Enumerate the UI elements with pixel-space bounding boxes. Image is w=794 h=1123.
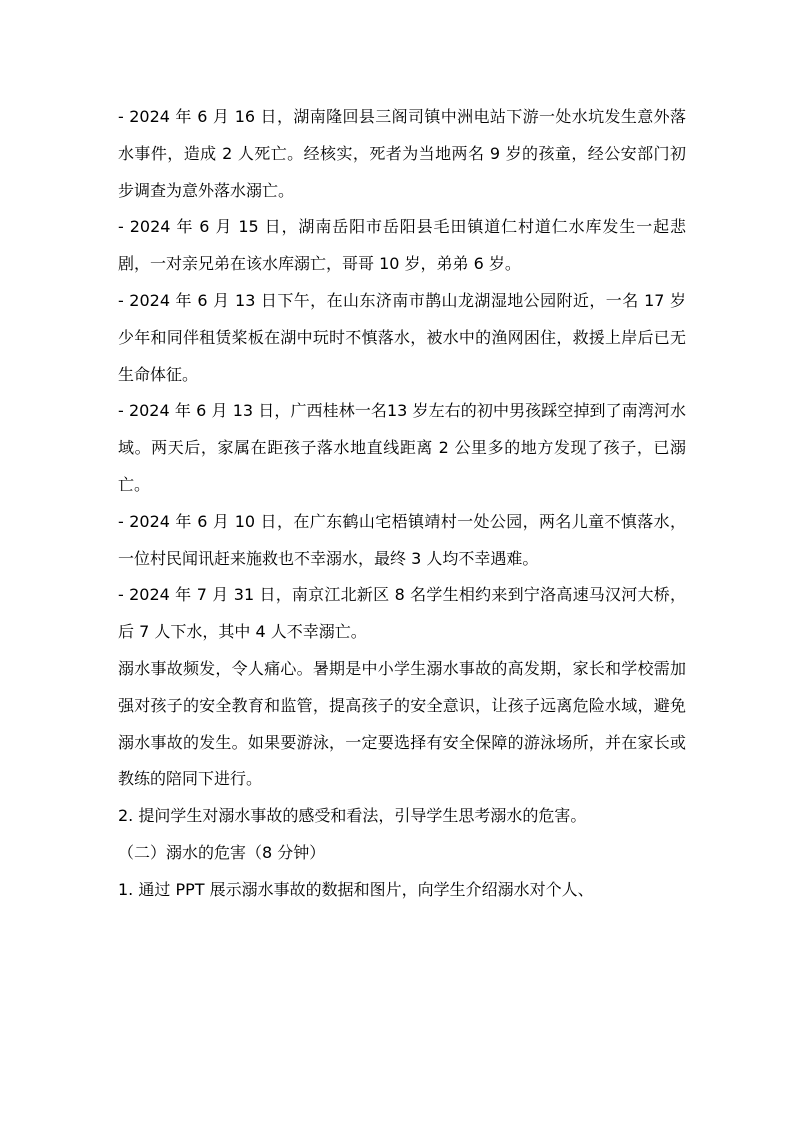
document-body [118, 99, 686, 909]
news-item-longhui: - 2024 年 6 月 16 日，湖南隆回县三阁司镇中洲电站下游一处水坑发生意外落水事件，造成 2 人死亡。经核实，死者为当地两名 9 岁的孩童，经公安部门初步调查为意外落水溺亡。 [118, 107, 686, 200]
news-item-jinan: - 2024 年 6 月 13 日下午，在山东济南市鹊山龙湖湿地公园附近，一名 17 岁少年和同伴租赁桨板在湖中玩时不慎落水，被水中的渔网困住，救援上岸后已无生命体征。 [118, 290, 686, 384]
news-item-heshan: - 2024 年 6 月 10 日，在广东鹤山宅梧镇靖村一处公园，两名儿童不慎落水，一位村民闻讯赶来施救也不幸溺水，最终 3 人均不幸遇难。 [118, 511, 686, 568]
news-item-guilin: - 2024 年 6 月 13 日，广西桂林一名13 岁左右的初中男孩踩空掉到了南湾河水域。两天后，家属在距孩子落水地直线距离 2 公里多的地方发现了孩子，已溺亡。 [118, 401, 686, 494]
news-item-yueyang: - 2024 年 6 月 15 日，湖南岳阳市岳阳县毛田镇道仁村道仁水库发生一起悲剧，一对亲兄弟在该水库溺亡，哥哥 10 岁，弟弟 6 岁。 [118, 217, 686, 274]
section-heading-dangers: （二）溺水的危害（8 分钟） [118, 842, 326, 862]
summary-paragraph: 溺水事故频发，令人痛心。暑期是中小学生溺水事故的高发期，家长和学校需加强对孩子的安全教育和监管，提高孩子的安全意识，让孩子远离危险水域，避免溺水事故的发生。如果要游泳，一定要选择有安全保障的游泳场所，并在家长或教练的陪同下进行。 [118, 658, 686, 789]
news-item-nanjing: - 2024 年 7 月 31 日，南京江北新区 8 名学生相约来到宁洛高速马汉河大桥，后 7 人下水，其中 4 人不幸溺亡。 [118, 585, 686, 642]
step-2-paragraph: 2. 提问学生对溺水事故的感受和看法，引导学生思考溺水的危害。 [118, 806, 587, 826]
step-1-paragraph: 1. 通过 PPT 展示溺水事故的数据和图片，向学生介绍溺水对个人、 [118, 879, 594, 899]
